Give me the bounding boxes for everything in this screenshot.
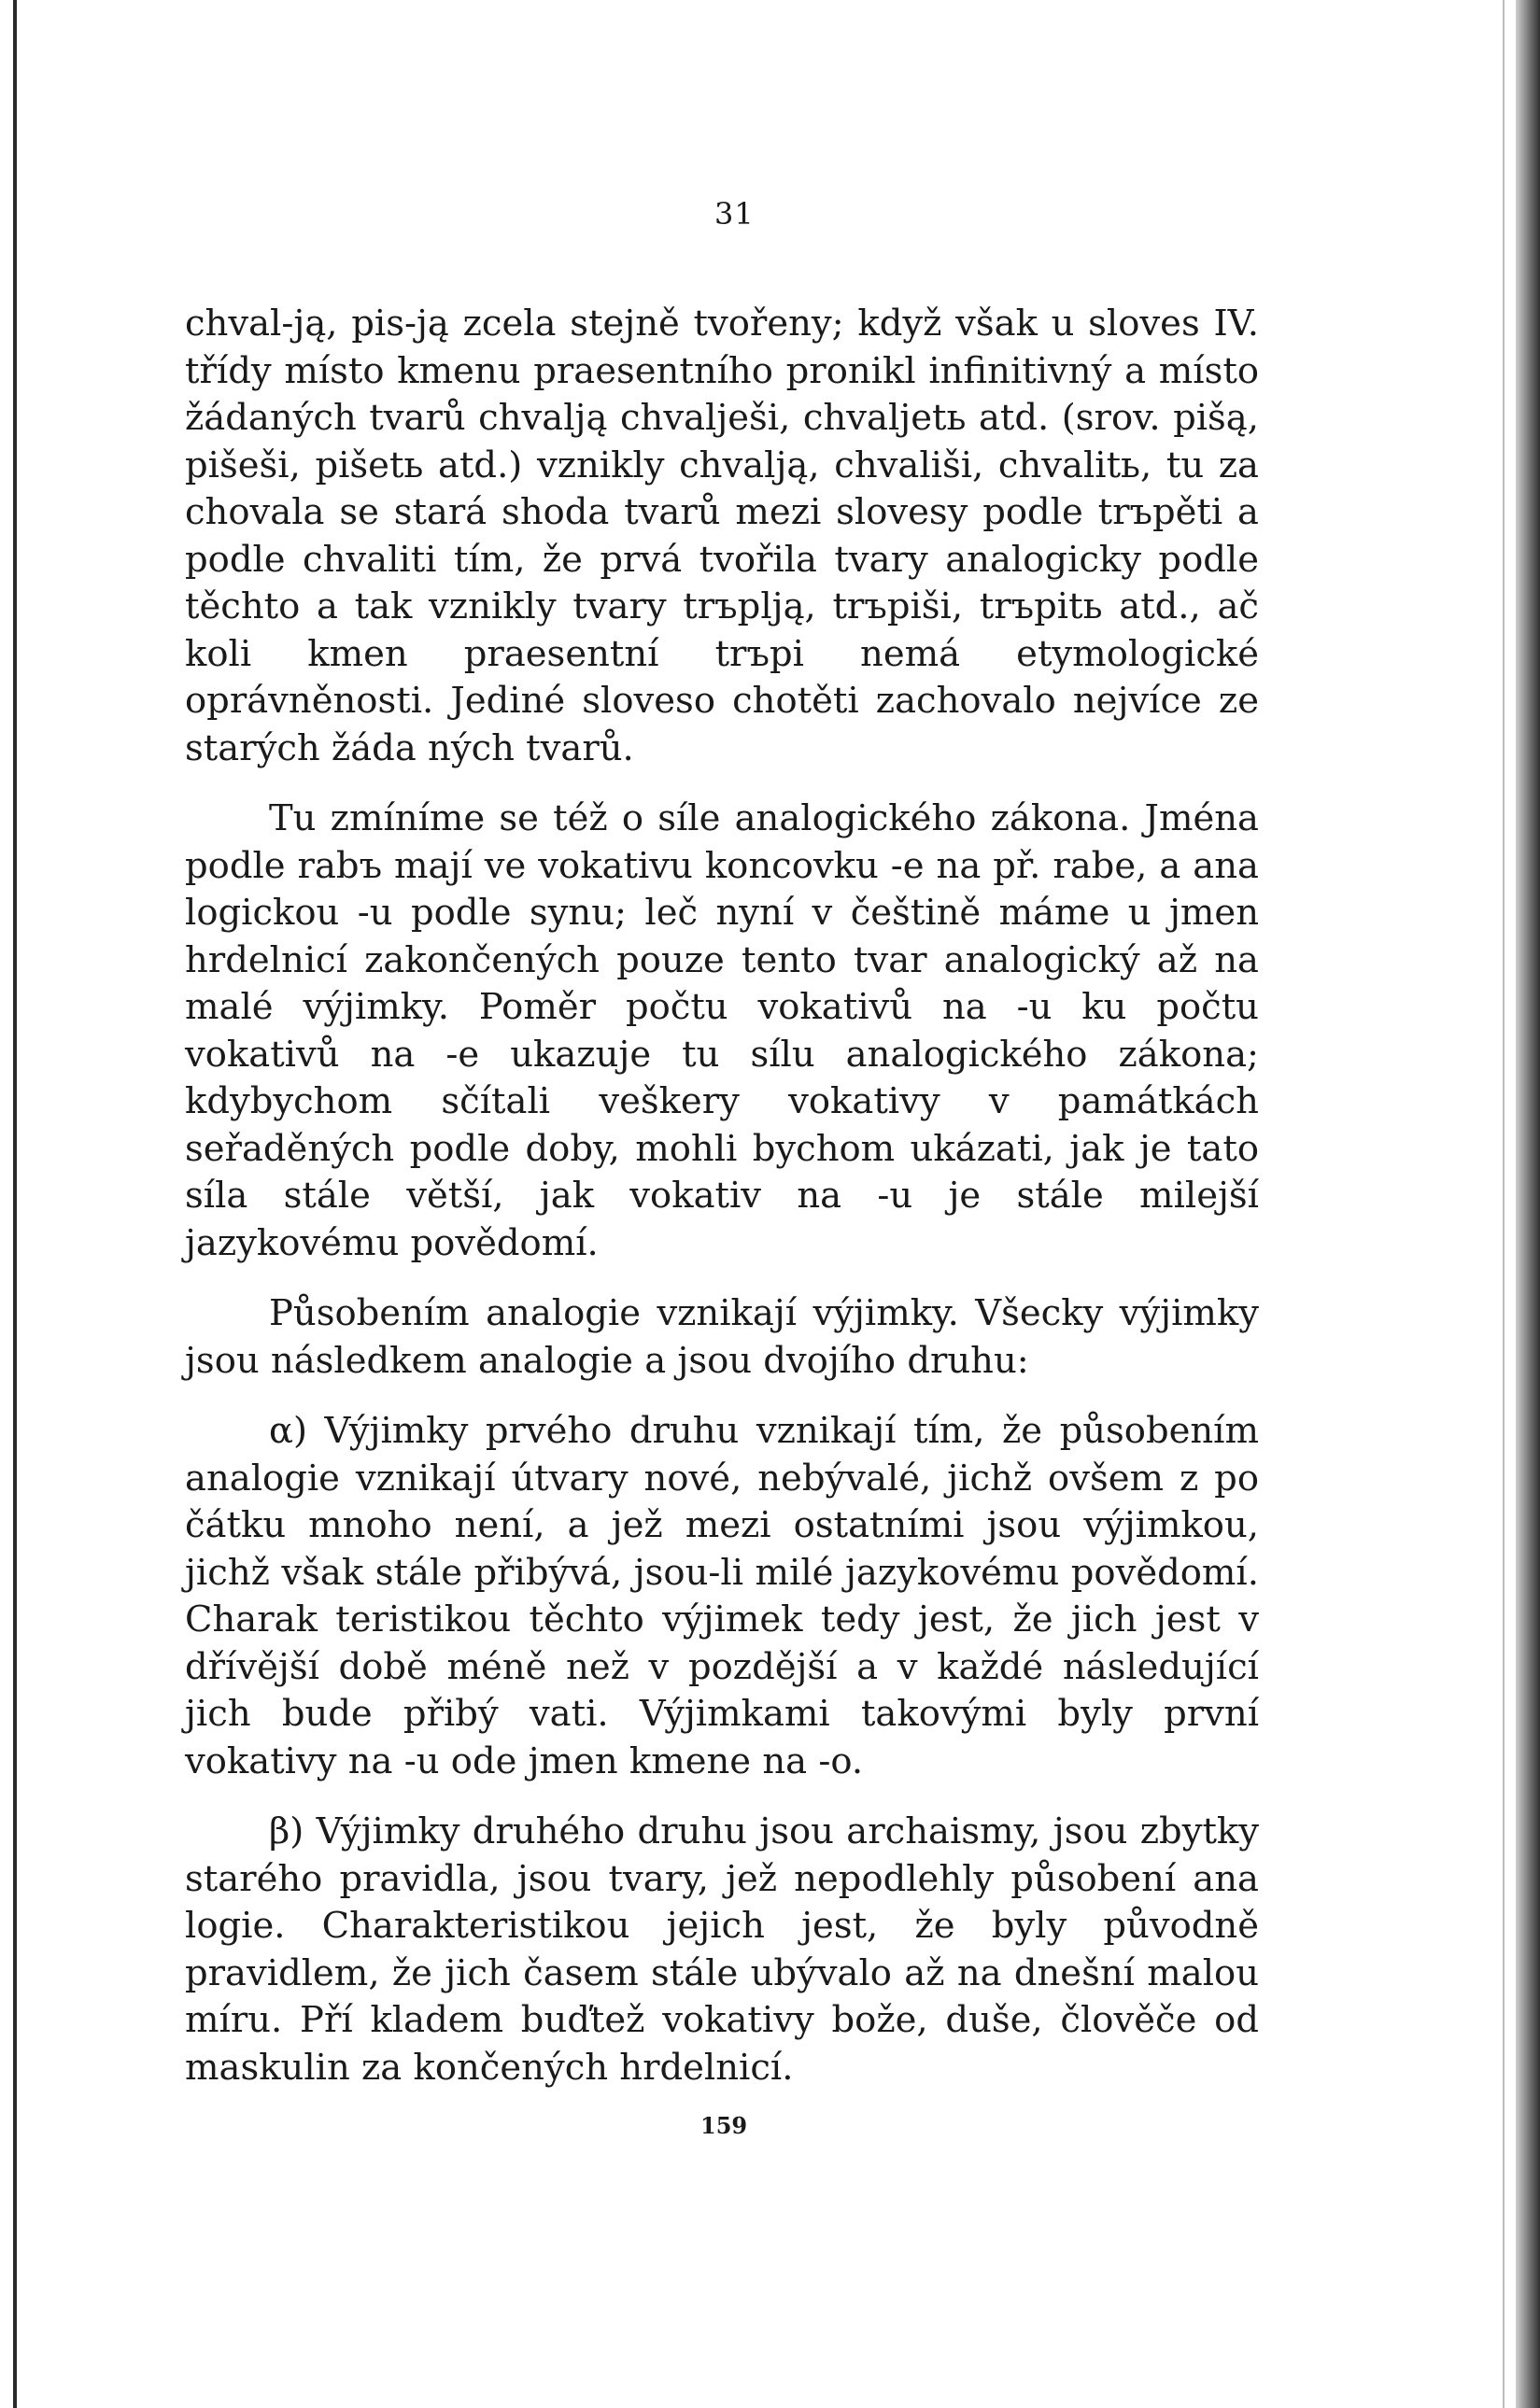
line: IV. třídy místo kmenu praesentního pronikl infinitivný a místo <box>185 303 1259 392</box>
line: Jediné sloveso chotěti zachovalo nejvíce ze starých žáda <box>185 680 1259 769</box>
paragraph-1 <box>185 301 1259 772</box>
line: β) Výjimky druhého druhu jsou archaismy, jsou zbytky <box>269 1810 1259 1852</box>
paragraph-3 <box>185 1290 1259 1385</box>
scan-right-line <box>1503 0 1505 2408</box>
line: kmene na -o. <box>629 1739 864 1782</box>
line: podle rabъ mají ve vokativu koncovku -e na př. rabe, a ana <box>185 844 1259 887</box>
line: analogie vznikají útvary nové, nebývalé, jichž ovšem z po <box>185 1457 1259 1500</box>
line: končených hrdelnicí. <box>413 2046 794 2089</box>
line: veškery vokativy v památkách seřaděných podle doby, mohli <box>185 1080 1259 1170</box>
line: -u je stále milejší jazykovému povědomí. <box>185 1175 1259 1264</box>
line: ných tvarů. <box>428 726 634 769</box>
line: podle chvaliti tím, že prvá tvořila tvary analogicky podle <box>185 538 1259 581</box>
line: chovala se stará shoda tvarů mezi slovesy podle trъpěti a <box>185 491 1259 533</box>
scan-left-edge <box>13 0 17 2408</box>
line: hrdelnicí zakončených pouze tento tvar analogický až na malé <box>185 938 1259 1028</box>
line: logickou -u podle synu; leč nyní v češtině máme u jmen <box>185 892 1259 934</box>
line: Působením analogie vznikají výjimky. Všecky výjimky <box>269 1292 1259 1334</box>
line: výjimky. Poměr počtu vokativů na -u ku počtu vokativů na <box>185 986 1259 1076</box>
paragraph-alpha <box>185 1408 1259 1785</box>
line: logie. Charakteristikou jejich jest, že byly původně pravidlem, <box>185 1905 1259 1994</box>
page-number: 31 <box>714 196 755 232</box>
line: těchto a tak vznikly tvary trъplją, trъpiši, trъpitь atd., ač <box>185 585 1259 627</box>
signature-mark: 159 <box>700 2112 748 2139</box>
line: bychom ukázati, jak je tato síla stále větší, jak vokativ na <box>185 1127 1259 1217</box>
line: méně než v pozdější a v každé následující jich bude přibý <box>185 1645 1259 1735</box>
line: α) Výjimky prvého druhu vznikají tím, že působením <box>269 1410 1259 1452</box>
line: kladem buďtež vokativy bože, duše, člověče od maskulin za <box>185 1999 1259 2089</box>
scan-right-edge <box>1516 0 1540 2408</box>
line: jsou následkem analogie a jsou dvojího druhu: <box>185 1339 1029 1382</box>
line: žádaných tvarů chvalją chvalješi, chvaljetь atd. (srov. pišą, <box>185 397 1259 439</box>
line: čátku mnoho není, a jež mezi ostatními jsou výjimkou, jichž <box>185 1504 1259 1594</box>
line: teristikou těchto výjimek tedy jest, že jich jest v dřívější době <box>185 1598 1259 1688</box>
paragraph-2 <box>185 796 1259 1267</box>
line: že jich časem stále ubývalo až na dnešní malou míru. Pří <box>185 1951 1259 2041</box>
line: chval-ją, pis-ją zcela stejně tvořeny; když však u sloves <box>185 303 1200 345</box>
paragraph-beta <box>185 1809 1259 2091</box>
line: koli kmen praesentní trъpi nemá etymologické oprávněnosti. <box>185 632 1259 722</box>
line: Tu zmíníme se též o síle analogického zákona. Jména <box>269 797 1259 839</box>
line: -e ukazuje tu sílu analogického zákona; kdybychom sčítali <box>185 1033 1259 1122</box>
line: však stále přibývá, jsou-li milé jazykovému povědomí. Charak <box>185 1551 1259 1641</box>
body-text <box>185 301 1259 2091</box>
line: starého pravidla, jsou tvary, jež nepodlehly působení ana <box>185 1857 1259 1900</box>
line: vati. Výjimkami takovými byly první vokativy na -u ode jmen <box>185 1693 1260 1782</box>
line: pišeši, pišetь atd.) vznikly chvalją, chvališi, chvalitь, tu za <box>185 444 1259 486</box>
